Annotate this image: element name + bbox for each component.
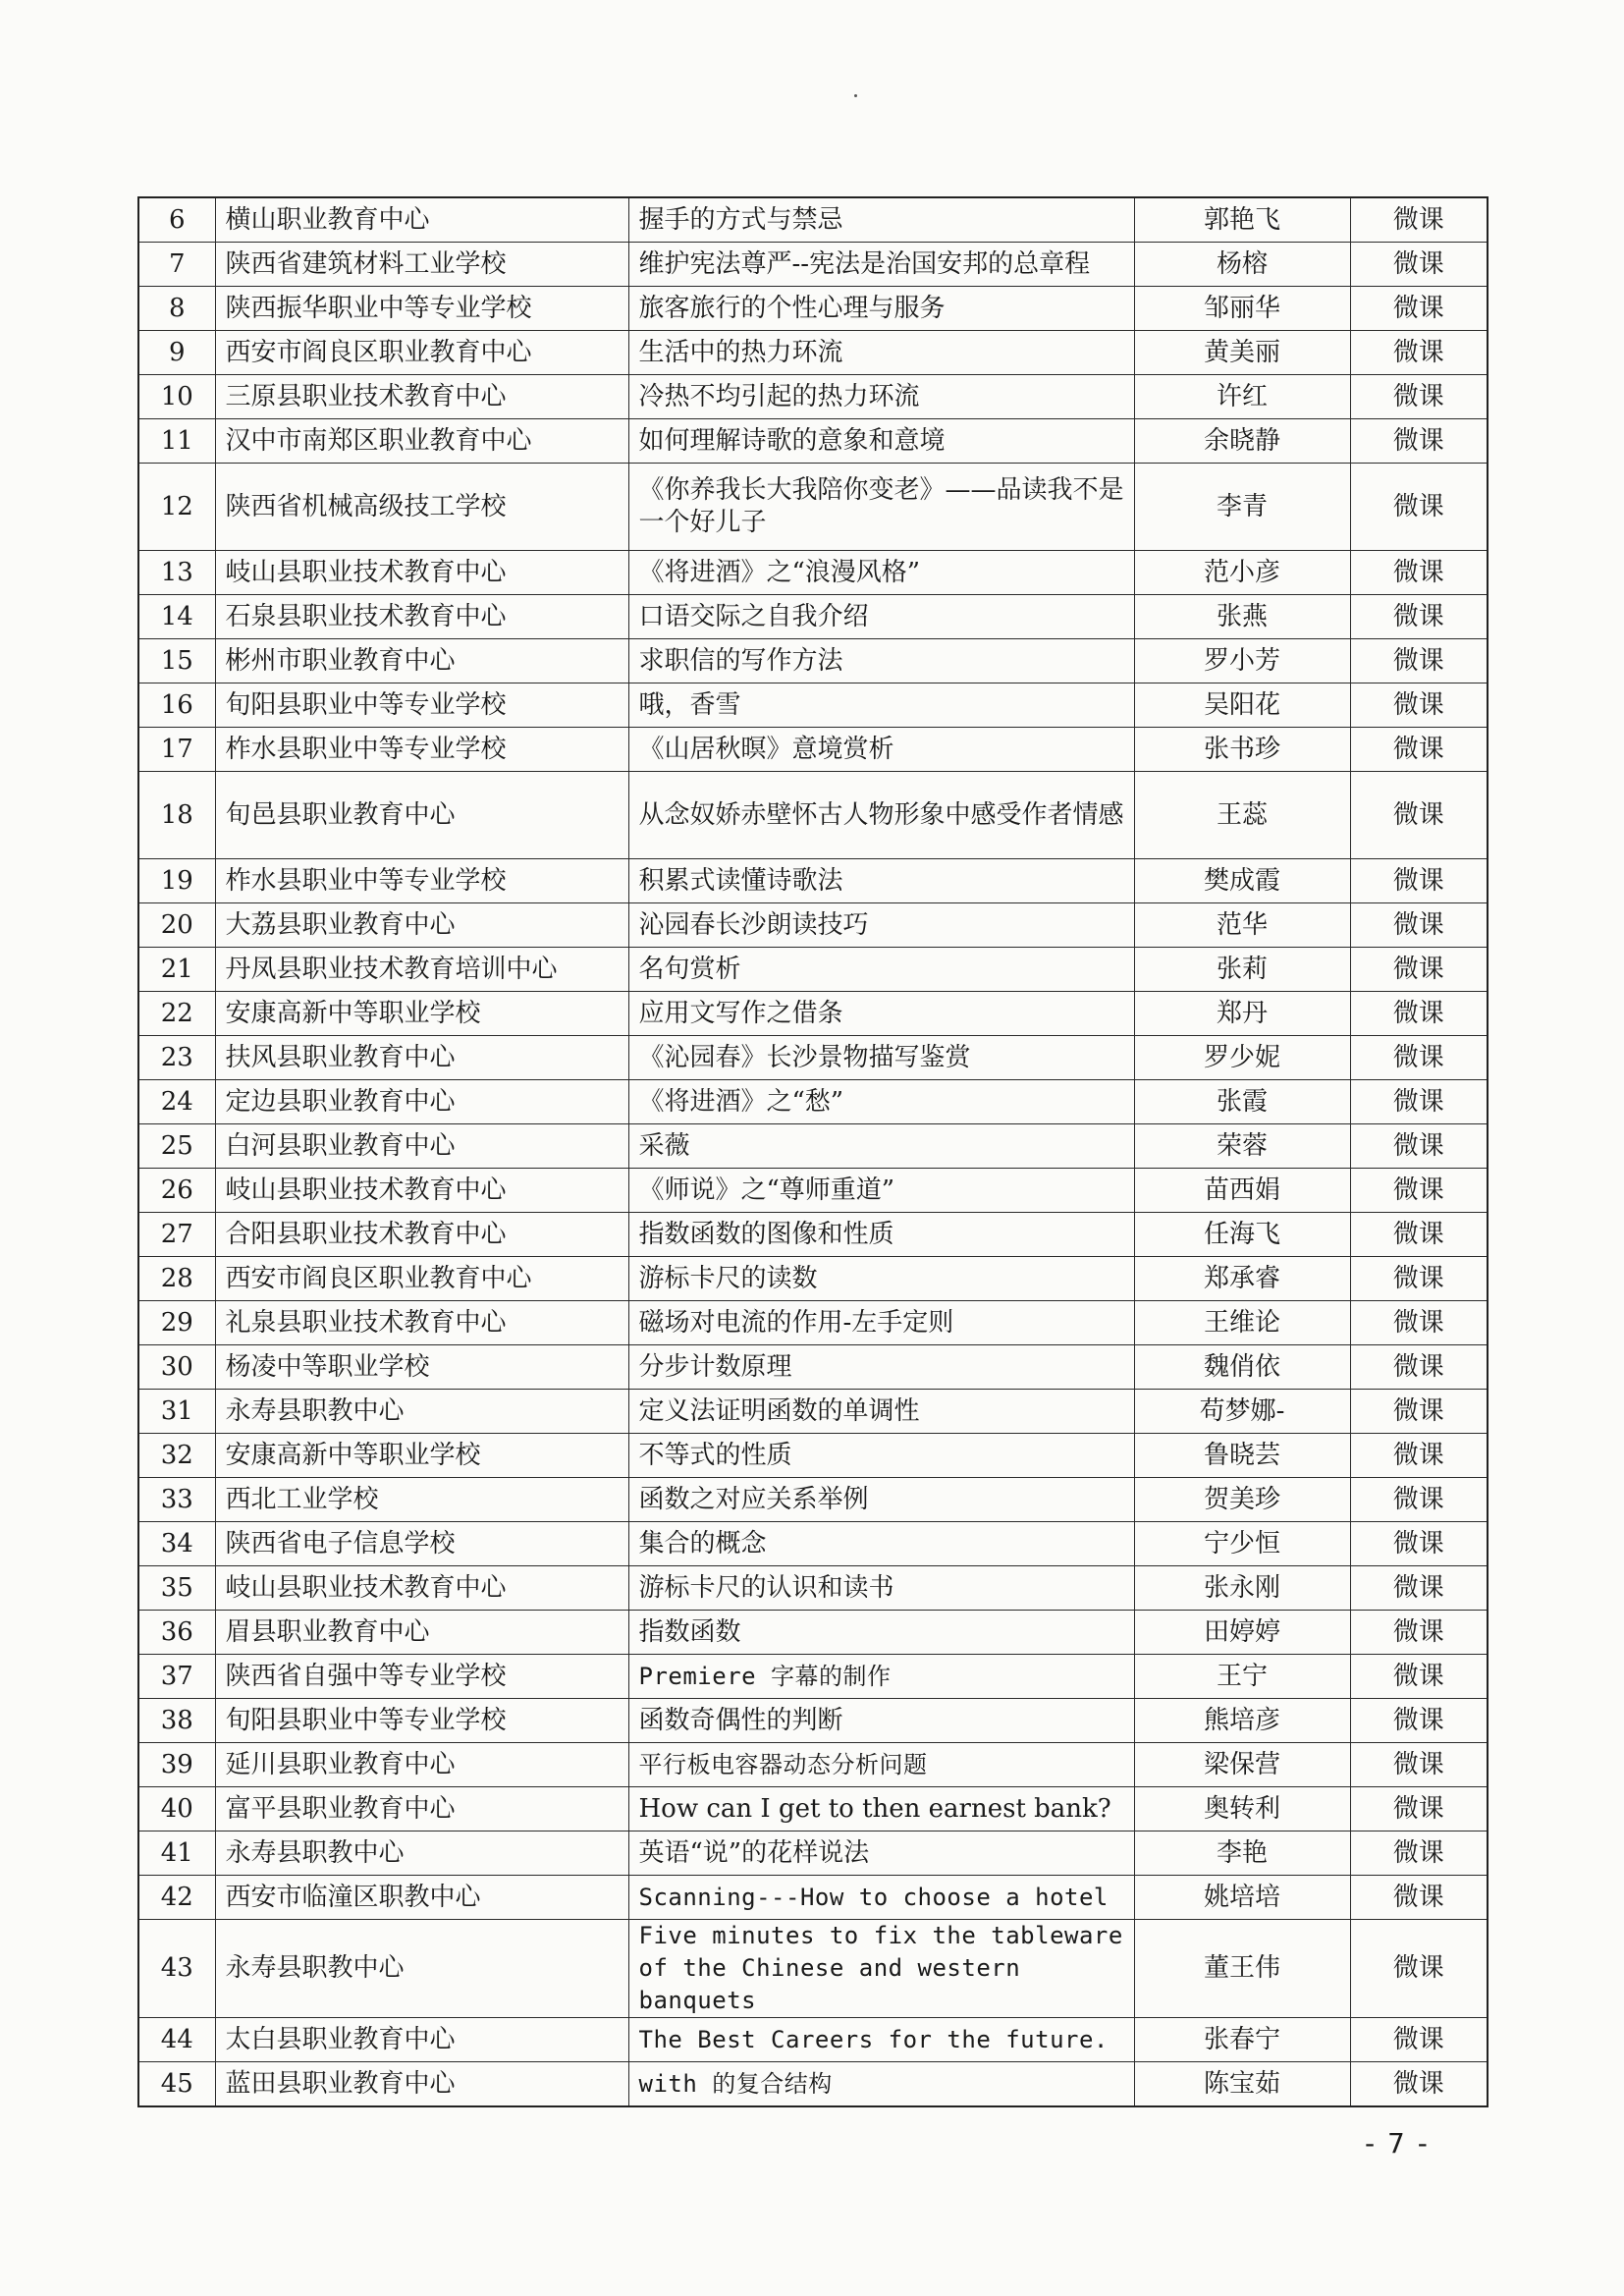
table-row xyxy=(138,1699,1488,1743)
school-name: 眉县职业教育中心 xyxy=(215,1611,628,1655)
school-name: 杨凌中等职业学校 xyxy=(215,1345,628,1390)
work-type: 微课 xyxy=(1350,331,1488,375)
author-name: 许红 xyxy=(1134,375,1350,419)
work-type: 微课 xyxy=(1350,683,1488,728)
work-title: 不等式的性质 xyxy=(628,1434,1134,1478)
row-number: 22 xyxy=(138,992,215,1036)
work-title: 《山居秋暝》意境赏析 xyxy=(628,728,1134,772)
work-title: 哦，香雪 xyxy=(628,683,1134,728)
row-number: 28 xyxy=(138,1257,215,1301)
school-name: 西北工业学校 xyxy=(215,1478,628,1522)
author-name: 范小彦 xyxy=(1134,551,1350,595)
work-type: 微课 xyxy=(1350,772,1488,859)
work-type: 微课 xyxy=(1350,1124,1488,1169)
school-name: 安康高新中等职业学校 xyxy=(215,1434,628,1478)
row-number: 15 xyxy=(138,639,215,683)
author-name: 郑承睿 xyxy=(1134,1257,1350,1301)
row-number: 12 xyxy=(138,464,215,551)
author-name: 董王伟 xyxy=(1134,1920,1350,2018)
work-title: Scanning---How to choose a hotel xyxy=(628,1876,1134,1920)
work-type: 微课 xyxy=(1350,1655,1488,1699)
work-type: 微课 xyxy=(1350,1213,1488,1257)
work-title: 英语“说”的花样说法 xyxy=(628,1831,1134,1876)
school-name: 蓝田县职业教育中心 xyxy=(215,2062,628,2107)
table-row xyxy=(138,992,1488,1036)
table-row xyxy=(138,1787,1488,1831)
table-row xyxy=(138,1478,1488,1522)
work-type: 微课 xyxy=(1350,903,1488,948)
row-number: 19 xyxy=(138,859,215,903)
table-row xyxy=(138,287,1488,331)
row-number: 21 xyxy=(138,948,215,992)
row-number: 9 xyxy=(138,331,215,375)
work-title: 磁场对电流的作用-左手定则 xyxy=(628,1301,1134,1345)
work-type: 微课 xyxy=(1350,1566,1488,1611)
school-name: 永寿县职教中心 xyxy=(215,1390,628,1434)
author-name: 田婷婷 xyxy=(1134,1611,1350,1655)
author-name: 鲁晓芸 xyxy=(1134,1434,1350,1478)
school-name: 太白县职业教育中心 xyxy=(215,2018,628,2062)
row-number: 32 xyxy=(138,1434,215,1478)
row-number: 20 xyxy=(138,903,215,948)
work-type: 微课 xyxy=(1350,1743,1488,1787)
author-name: 邹丽华 xyxy=(1134,287,1350,331)
author-name: 黄美丽 xyxy=(1134,331,1350,375)
author-name: 杨榕 xyxy=(1134,243,1350,287)
work-title: 名句赏析 xyxy=(628,948,1134,992)
work-title: 冷热不均引起的热力环流 xyxy=(628,375,1134,419)
work-type: 微课 xyxy=(1350,375,1488,419)
work-title: 口语交际之自我介绍 xyxy=(628,595,1134,639)
work-title: 沁园春长沙朗读技巧 xyxy=(628,903,1134,948)
school-name: 永寿县职教中心 xyxy=(215,1920,628,2018)
row-number: 7 xyxy=(138,243,215,287)
work-title: with 的复合结构 xyxy=(628,2062,1134,2107)
row-number: 27 xyxy=(138,1213,215,1257)
work-title: 平行板电容器动态分析问题 xyxy=(628,1743,1134,1787)
school-name: 旬阳县职业中等专业学校 xyxy=(215,683,628,728)
work-title: 如何理解诗歌的意象和意境 xyxy=(628,419,1134,464)
author-name: 张莉 xyxy=(1134,948,1350,992)
school-name: 大荔县职业教育中心 xyxy=(215,903,628,948)
work-type: 微课 xyxy=(1350,1831,1488,1876)
author-name: 荣蓉 xyxy=(1134,1124,1350,1169)
table-row xyxy=(138,375,1488,419)
work-type: 微课 xyxy=(1350,595,1488,639)
row-number: 42 xyxy=(138,1876,215,1920)
row-number: 33 xyxy=(138,1478,215,1522)
row-number: 31 xyxy=(138,1390,215,1434)
work-type: 微课 xyxy=(1350,948,1488,992)
work-title: 《将进酒》之“浪漫风格” xyxy=(628,551,1134,595)
school-name: 石泉县职业技术教育中心 xyxy=(215,595,628,639)
author-name: 宁少恒 xyxy=(1134,1522,1350,1566)
table-row xyxy=(138,1876,1488,1920)
school-name: 安康高新中等职业学校 xyxy=(215,992,628,1036)
row-number: 25 xyxy=(138,1124,215,1169)
table-row xyxy=(138,1213,1488,1257)
work-title: 求职信的写作方法 xyxy=(628,639,1134,683)
school-name: 西安市临潼区职教中心 xyxy=(215,1876,628,1920)
row-number: 8 xyxy=(138,287,215,331)
table-row xyxy=(138,2018,1488,2062)
work-title: 函数之对应关系举例 xyxy=(628,1478,1134,1522)
school-name: 西安市阎良区职业教育中心 xyxy=(215,1257,628,1301)
school-name: 横山职业教育中心 xyxy=(215,197,628,243)
work-title: 函数奇偶性的判断 xyxy=(628,1699,1134,1743)
author-name: 魏俏依 xyxy=(1134,1345,1350,1390)
work-type: 微课 xyxy=(1350,464,1488,551)
table-row xyxy=(138,464,1488,551)
author-name: 樊成霞 xyxy=(1134,859,1350,903)
author-name: 贺美珍 xyxy=(1134,1478,1350,1522)
school-name: 陕西省自强中等专业学校 xyxy=(215,1655,628,1699)
author-name: 梁保营 xyxy=(1134,1743,1350,1787)
table-row xyxy=(138,2062,1488,2107)
table-row xyxy=(138,595,1488,639)
row-number: 37 xyxy=(138,1655,215,1699)
author-name: 吴阳花 xyxy=(1134,683,1350,728)
table-row xyxy=(138,1434,1488,1478)
work-type: 微课 xyxy=(1350,1787,1488,1831)
author-name: 姚培培 xyxy=(1134,1876,1350,1920)
table-row xyxy=(138,1920,1488,2018)
work-title: Five minutes to fix the tableware of the Chinese and western banquets xyxy=(628,1920,1134,2018)
author-name: 任海飞 xyxy=(1134,1213,1350,1257)
row-number: 29 xyxy=(138,1301,215,1345)
table-row xyxy=(138,1522,1488,1566)
school-name: 彬州市职业教育中心 xyxy=(215,639,628,683)
table-row xyxy=(138,1655,1488,1699)
work-type: 微课 xyxy=(1350,1920,1488,2018)
row-number: 23 xyxy=(138,1036,215,1080)
author-name: 郑丹 xyxy=(1134,992,1350,1036)
table-row xyxy=(138,1036,1488,1080)
school-name: 岐山县职业技术教育中心 xyxy=(215,1566,628,1611)
school-name: 丹凤县职业技术教育培训中心 xyxy=(215,948,628,992)
table-row xyxy=(138,1257,1488,1301)
school-name: 柞水县职业中等专业学校 xyxy=(215,728,628,772)
table-row xyxy=(138,197,1488,243)
work-type: 微课 xyxy=(1350,1390,1488,1434)
work-type: 微课 xyxy=(1350,2062,1488,2107)
row-number: 16 xyxy=(138,683,215,728)
work-type: 微课 xyxy=(1350,1345,1488,1390)
author-name: 王维论 xyxy=(1134,1301,1350,1345)
table-row xyxy=(138,331,1488,375)
work-type: 微课 xyxy=(1350,1478,1488,1522)
work-title: 采薇 xyxy=(628,1124,1134,1169)
school-name: 陕西省机械高级技工学校 xyxy=(215,464,628,551)
row-number: 41 xyxy=(138,1831,215,1876)
row-number: 14 xyxy=(138,595,215,639)
row-number: 40 xyxy=(138,1787,215,1831)
school-name: 合阳县职业技术教育中心 xyxy=(215,1213,628,1257)
table-row xyxy=(138,859,1488,903)
school-name: 定边县职业教育中心 xyxy=(215,1080,628,1124)
table-row xyxy=(138,1169,1488,1213)
work-type: 微课 xyxy=(1350,551,1488,595)
author-name: 苟梦娜- xyxy=(1134,1390,1350,1434)
work-type: 微课 xyxy=(1350,419,1488,464)
work-title: 《你养我长大我陪你变老》——品读我不是一个好儿子 xyxy=(628,464,1134,551)
table-row xyxy=(138,1080,1488,1124)
work-title: The Best Careers for the future. xyxy=(628,2018,1134,2062)
work-type: 微课 xyxy=(1350,1080,1488,1124)
school-name: 岐山县职业技术教育中心 xyxy=(215,1169,628,1213)
table-row xyxy=(138,1124,1488,1169)
work-type: 微课 xyxy=(1350,1522,1488,1566)
work-type: 微课 xyxy=(1350,1699,1488,1743)
work-type: 微课 xyxy=(1350,1257,1488,1301)
row-number: 18 xyxy=(138,772,215,859)
work-title: 游标卡尺的认识和读书 xyxy=(628,1566,1134,1611)
scan-mark xyxy=(854,94,857,97)
work-title: 从念奴娇赤壁怀古人物形象中感受作者情感 xyxy=(628,772,1134,859)
author-name: 郭艳飞 xyxy=(1134,197,1350,243)
row-number: 44 xyxy=(138,2018,215,2062)
work-type: 微课 xyxy=(1350,1611,1488,1655)
author-name: 陈宝茹 xyxy=(1134,2062,1350,2107)
row-number: 26 xyxy=(138,1169,215,1213)
school-name: 富平县职业教育中心 xyxy=(215,1787,628,1831)
work-title: 定义法证明函数的单调性 xyxy=(628,1390,1134,1434)
row-number: 43 xyxy=(138,1920,215,2018)
school-name: 永寿县职教中心 xyxy=(215,1831,628,1876)
award-table-body xyxy=(138,197,1488,2106)
author-name: 张霞 xyxy=(1134,1080,1350,1124)
row-number: 45 xyxy=(138,2062,215,2107)
table-row xyxy=(138,683,1488,728)
table-row xyxy=(138,728,1488,772)
table-row xyxy=(138,639,1488,683)
row-number: 6 xyxy=(138,197,215,243)
school-name: 三原县职业技术教育中心 xyxy=(215,375,628,419)
work-type: 微课 xyxy=(1350,859,1488,903)
work-type: 微课 xyxy=(1350,992,1488,1036)
school-name: 陕西省建筑材料工业学校 xyxy=(215,243,628,287)
table-row xyxy=(138,1611,1488,1655)
author-name: 罗小芳 xyxy=(1134,639,1350,683)
author-name: 张春宁 xyxy=(1134,2018,1350,2062)
work-type: 微课 xyxy=(1350,2018,1488,2062)
row-number: 11 xyxy=(138,419,215,464)
work-type: 微课 xyxy=(1350,1876,1488,1920)
table-row xyxy=(138,903,1488,948)
school-name: 柞水县职业中等专业学校 xyxy=(215,859,628,903)
work-type: 微课 xyxy=(1350,1301,1488,1345)
work-title: 指数函数 xyxy=(628,1611,1134,1655)
work-type: 微课 xyxy=(1350,728,1488,772)
work-title: 指数函数的图像和性质 xyxy=(628,1213,1134,1257)
author-name: 奥转利 xyxy=(1134,1787,1350,1831)
work-title: 分步计数原理 xyxy=(628,1345,1134,1390)
table-row xyxy=(138,948,1488,992)
author-name: 罗少妮 xyxy=(1134,1036,1350,1080)
work-title: 维护宪法尊严--宪法是治国安邦的总章程 xyxy=(628,243,1134,287)
author-name: 李青 xyxy=(1134,464,1350,551)
work-title: 生活中的热力环流 xyxy=(628,331,1134,375)
author-name: 王宁 xyxy=(1134,1655,1350,1699)
school-name: 陕西省电子信息学校 xyxy=(215,1522,628,1566)
author-name: 张书珍 xyxy=(1134,728,1350,772)
school-name: 旬阳县职业中等专业学校 xyxy=(215,1699,628,1743)
table-row xyxy=(138,551,1488,595)
row-number: 24 xyxy=(138,1080,215,1124)
row-number: 13 xyxy=(138,551,215,595)
author-name: 王蕊 xyxy=(1134,772,1350,859)
author-name: 熊培彦 xyxy=(1134,1699,1350,1743)
school-name: 白河县职业教育中心 xyxy=(215,1124,628,1169)
author-name: 苗西娟 xyxy=(1134,1169,1350,1213)
work-title: 《将进酒》之“愁” xyxy=(628,1080,1134,1124)
row-number: 35 xyxy=(138,1566,215,1611)
row-number: 36 xyxy=(138,1611,215,1655)
row-number: 17 xyxy=(138,728,215,772)
work-type: 微课 xyxy=(1350,1434,1488,1478)
school-name: 汉中市南郑区职业教育中心 xyxy=(215,419,628,464)
award-table-container xyxy=(137,196,1487,2107)
row-number: 10 xyxy=(138,375,215,419)
author-name: 张永刚 xyxy=(1134,1566,1350,1611)
work-title: 握手的方式与禁忌 xyxy=(628,197,1134,243)
school-name: 扶风县职业教育中心 xyxy=(215,1036,628,1080)
table-row xyxy=(138,1345,1488,1390)
work-title: 积累式读懂诗歌法 xyxy=(628,859,1134,903)
table-row xyxy=(138,243,1488,287)
work-title: 应用文写作之借条 xyxy=(628,992,1134,1036)
table-row xyxy=(138,1743,1488,1787)
school-name: 西安市阎良区职业教育中心 xyxy=(215,331,628,375)
row-number: 38 xyxy=(138,1699,215,1743)
table-row xyxy=(138,1831,1488,1876)
award-table xyxy=(137,196,1489,2107)
work-title: 集合的概念 xyxy=(628,1522,1134,1566)
work-type: 微课 xyxy=(1350,287,1488,331)
work-title: 游标卡尺的读数 xyxy=(628,1257,1134,1301)
school-name: 延川县职业教育中心 xyxy=(215,1743,628,1787)
work-title: 旅客旅行的个性心理与服务 xyxy=(628,287,1134,331)
school-name: 旬邑县职业教育中心 xyxy=(215,772,628,859)
author-name: 李艳 xyxy=(1134,1831,1350,1876)
author-name: 张燕 xyxy=(1134,595,1350,639)
work-type: 微课 xyxy=(1350,1036,1488,1080)
author-name: 余晓静 xyxy=(1134,419,1350,464)
table-row xyxy=(138,1390,1488,1434)
work-title: 《沁园春》长沙景物描写鉴赏 xyxy=(628,1036,1134,1080)
author-name: 范华 xyxy=(1134,903,1350,948)
row-number: 39 xyxy=(138,1743,215,1787)
row-number: 30 xyxy=(138,1345,215,1390)
work-type: 微课 xyxy=(1350,197,1488,243)
table-row xyxy=(138,772,1488,859)
page-number: - 7 - xyxy=(1365,2127,1430,2159)
table-row xyxy=(138,1301,1488,1345)
work-title: 《师说》之“尊师重道” xyxy=(628,1169,1134,1213)
table-row xyxy=(138,1566,1488,1611)
work-title: How can I get to then earnest bank? xyxy=(628,1787,1134,1831)
school-name: 岐山县职业技术教育中心 xyxy=(215,551,628,595)
work-type: 微课 xyxy=(1350,243,1488,287)
table-row xyxy=(138,419,1488,464)
school-name: 礼泉县职业技术教育中心 xyxy=(215,1301,628,1345)
work-type: 微课 xyxy=(1350,639,1488,683)
school-name: 陕西振华职业中等专业学校 xyxy=(215,287,628,331)
row-number: 34 xyxy=(138,1522,215,1566)
work-title: Premiere 字幕的制作 xyxy=(628,1655,1134,1699)
work-type: 微课 xyxy=(1350,1169,1488,1213)
